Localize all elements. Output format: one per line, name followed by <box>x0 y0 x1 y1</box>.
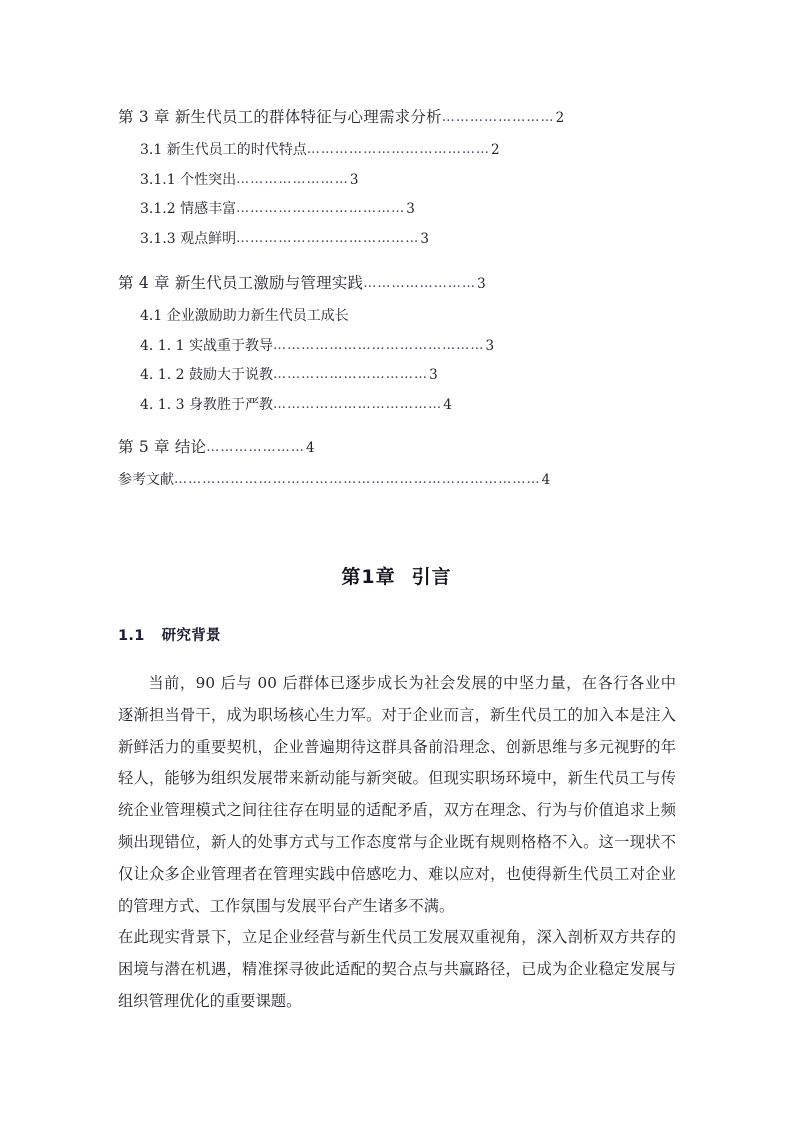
toc-entry-subsection-3-1-2[interactable] <box>140 195 678 225</box>
toc-entry-title: 第 4 章 新生代员工激励与管理实践 <box>118 274 364 292</box>
toc-leader-dots: …………………… <box>236 171 349 187</box>
toc-leader-dots: ………………… <box>206 440 305 455</box>
toc-entry-title: 3.1 新生代员工的时代特点 <box>140 142 307 158</box>
toc-entry-title: 4. 1. 2 鼓励大于说教 <box>140 367 273 383</box>
toc-entry-subsection-3-1-3[interactable] <box>140 225 678 255</box>
toc-leader-dots: …………………… <box>441 110 555 125</box>
toc-page-number: 3 <box>420 230 429 247</box>
toc-entry-subsection-4-1-1[interactable] <box>140 332 678 362</box>
toc-page-number: 3 <box>485 337 495 354</box>
toc-page-number: 3 <box>429 367 438 383</box>
toc-page-number: 4 <box>541 472 551 488</box>
toc-entry-title: 4. 1. 3 身教胜于严教 <box>140 396 273 413</box>
toc-page-number: 4 <box>305 440 315 456</box>
toc-entry-title: 4.1 企业激励助力新生代员工成长 <box>140 308 349 324</box>
section-heading-title: 研究背景 <box>161 628 221 644</box>
toc-entry-subsection-4-1-3[interactable] <box>140 391 678 421</box>
toc-entry-subsection-3-1-1[interactable] <box>140 166 678 196</box>
toc-entry-section-4-1[interactable] <box>140 302 678 332</box>
toc-entry-title: 3.1.1 个性突出 <box>140 171 237 188</box>
toc-page-number: 3 <box>477 276 486 292</box>
toc-leader-dots: ………………………………… <box>236 230 420 246</box>
toc-entry-title: 3.1.2 情感丰富 <box>140 201 237 217</box>
toc-page-number: 2 <box>555 110 565 126</box>
toc-page-number: 3 <box>406 201 415 217</box>
toc-leader-dots: …………………………… <box>272 367 429 382</box>
body-paragraph: 在此现实背景下，立足企业经营与新生代员工发展双重视角，深入剖析双方共存的困境与潜在机遇，精准探寻彼此适配的契合点与共赢路径，已成为企业稳定发展与组织管理优化的重要课题。 <box>118 928 676 1010</box>
toc-entry-subsection-4-1-2[interactable] <box>140 361 678 391</box>
toc-entry-title: 4. 1. 1 实战重于教导 <box>140 337 273 354</box>
section-heading <box>118 624 221 645</box>
toc-page-number: 4 <box>443 396 452 413</box>
toc-page-number: 2 <box>491 142 500 158</box>
body-paragraph: 当前，90 后与 00 后群体已逐步成长为社会发展的中坚力量，在各行各业中逐渐担当骨干，成为职场核心生力军。对于企业而言，新生代员工的加入本是注入新鲜活力的重要契机，企业普遍期待这群具备前沿理念、创新思维与多元视野的年轻人，能够为组织发展带来新动能与新突破。但现实职场环境中，新生代员工与传统企业管理模式之间往往存在明显的适配矛盾，双方在理念、行为与价值追求上频频出现错位，新人的处事方式与工作态度常与企业既有规则格格不入。这一现状不仅让众多企业管理者在管理实践中倍感吃力、难以应对，也使得新生代员工对企业的管理方式、工作氛围与发展平台产生诸多不满。 <box>118 674 676 915</box>
toc-leader-dots: …………………………………………………………………… <box>174 472 541 487</box>
toc-entry-title: 3.1.3 观点鲜明 <box>140 230 237 247</box>
toc-entry-section-3-1[interactable] <box>140 136 678 166</box>
toc-entry-chapter-5[interactable] <box>118 430 678 466</box>
toc-page-number: 3 <box>349 171 359 188</box>
toc-entry-title: 第 5 章 结论 <box>118 438 207 456</box>
toc-entry-chapter-4[interactable] <box>118 266 678 302</box>
toc-entry-chapter-3[interactable] <box>118 100 678 136</box>
toc-leader-dots: ……………………………… <box>236 201 406 216</box>
toc-leader-dots: …………………… <box>363 276 477 291</box>
chapter-heading-title: 引言 <box>411 566 452 588</box>
chapter-heading-prefix: 第 <box>341 566 362 588</box>
toc-leader-dots: ………………………………… <box>306 142 491 157</box>
toc-entry-title: 参考文献 <box>118 472 174 488</box>
table-of-contents <box>118 100 678 496</box>
toc-leader-dots: ……………………………… <box>272 396 443 412</box>
section-heading-number: 1.1 <box>118 628 145 644</box>
toc-entry-title: 第 3 章 新生代员工的群体特征与心理需求分析 <box>118 108 442 126</box>
toc-entry-references[interactable] <box>118 466 678 496</box>
body-content <box>118 668 676 1018</box>
chapter-heading-suffix: 章 <box>375 566 396 588</box>
chapter-heading-number: 1 <box>361 566 376 588</box>
chapter-heading <box>0 562 793 589</box>
toc-leader-dots: ……………………………………… <box>272 337 485 353</box>
